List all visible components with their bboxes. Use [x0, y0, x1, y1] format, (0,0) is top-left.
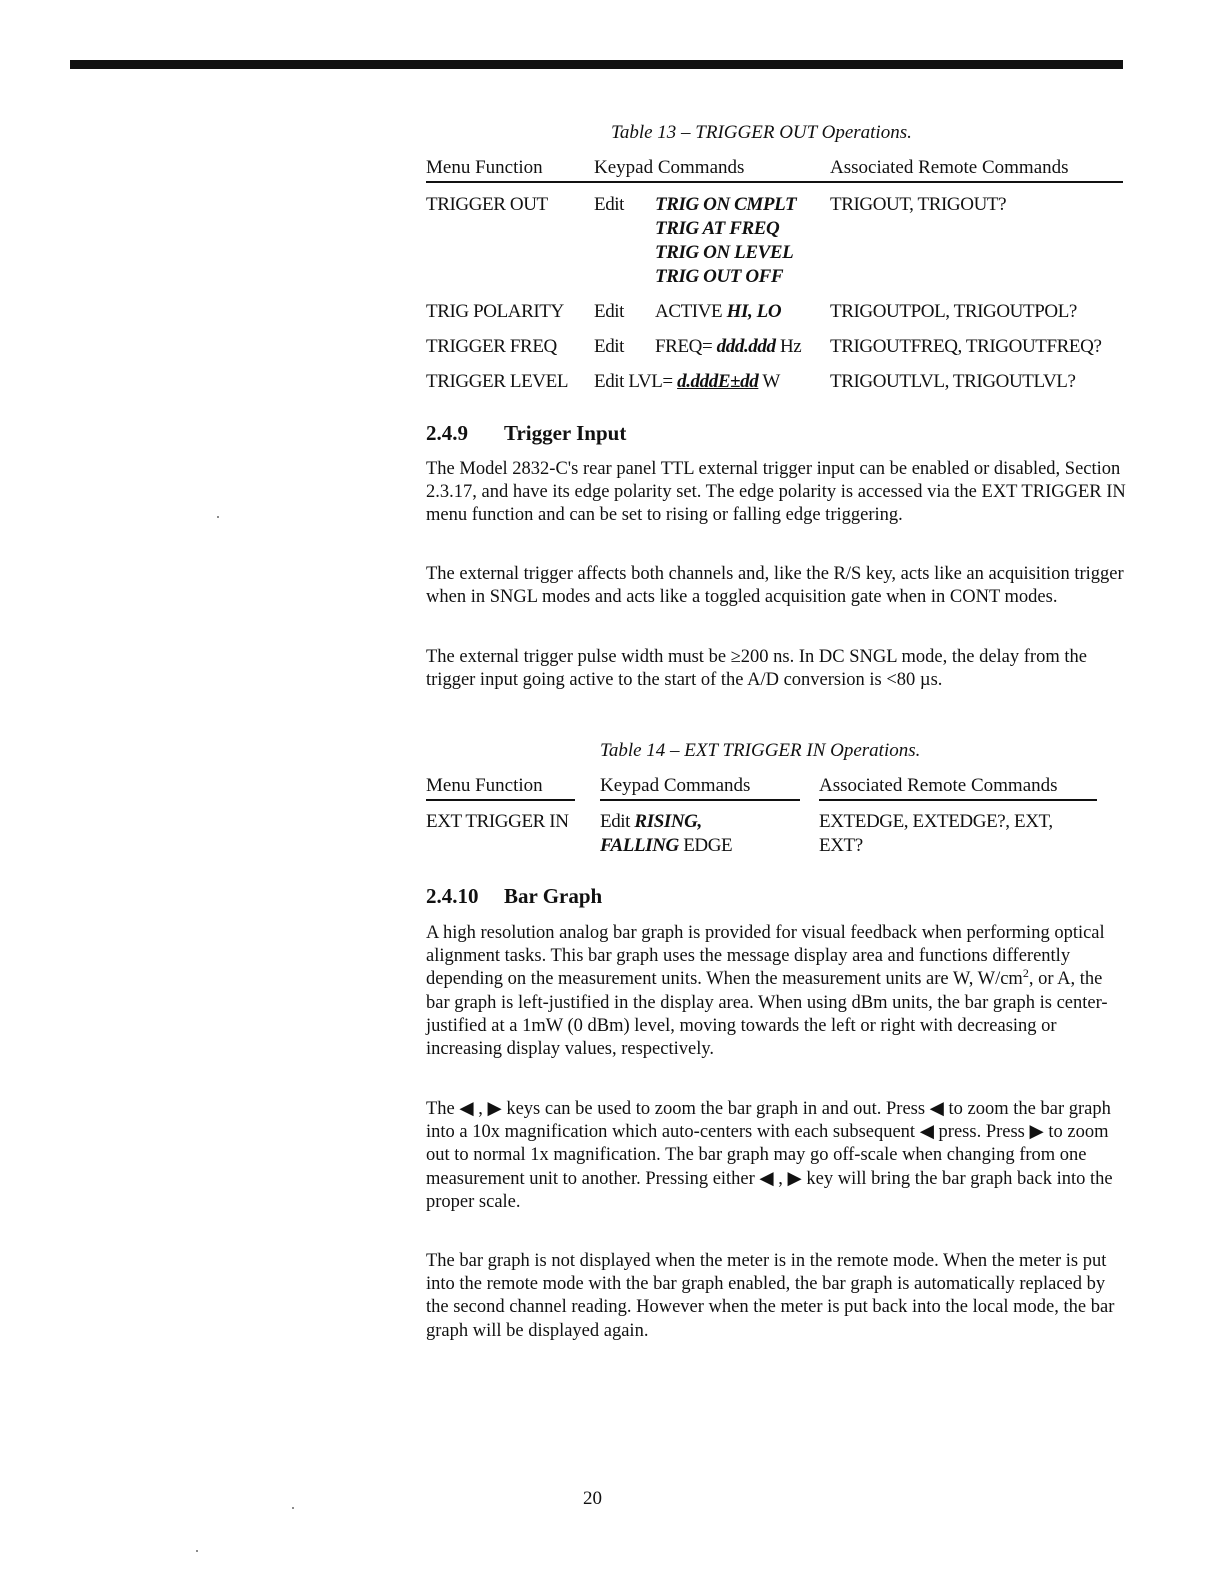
table-13-row2-menu: TRIG POLARITY	[426, 301, 564, 322]
table-13-row1-option: TRIG OUT OFF	[655, 266, 784, 287]
table-14-header-remote: Associated Remote Commands	[819, 775, 1058, 796]
scan-speck	[196, 1550, 198, 1552]
table-14-header-rule	[600, 799, 800, 801]
table-13-row1-option: TRIG ON CMPLT	[655, 194, 797, 215]
table-14-header-rule	[819, 799, 1097, 801]
paragraph: The bar graph is not displayed when the meter is in the remote mode. When the meter is put into the remote mode with the bar graph enabled, the bar graph is automatically replaced by the second channel reading. However when the meter is put back into the local mode, the bar graph will be displayed again.	[426, 1251, 1115, 1341]
table-13-row1-edit: Edit	[594, 194, 625, 215]
paragraph: The Model 2832-C's rear panel TTL external trigger input can be enabled or disabled, Section 2.3.17, and have its edge polarity set. The edge polarity is accessed via the EXT TRIGGER IN menu function and can be set to rising or falling edge triggering.	[426, 459, 1126, 526]
table-13-caption: Table 13 – TRIGGER OUT Operations.	[611, 122, 912, 143]
page-number: 20	[583, 1488, 602, 1509]
table-13-row1-option: TRIG AT FREQ	[655, 218, 780, 239]
table-13-row2-remote: TRIGOUTPOL, TRIGOUTPOL?	[830, 301, 1077, 322]
table-13-row1-remote: TRIGOUT, TRIGOUT?	[830, 194, 1007, 215]
paragraph: A high resolution analog bar graph is provided for visual feedback when performing optical alignment tasks. This bar graph uses the message display area and functions differently depending on the measurement units. When the measurement units are W, $W/cm^2$, or A, the bar graph is left-justified in the display area. When using dBm units, the bar graph is center-justified at a 1mW (0 dBm) level, moving towards the left or right with decreasing or increasing display values, respectively.	[426, 923, 1108, 1060]
table-14-header-keypad: Keypad Commands	[600, 775, 751, 796]
table-13-header-menu: Menu Function	[426, 157, 543, 178]
table-14-row1-remote-cont: EXT?	[819, 835, 863, 856]
table-13-row4-keypad: Edit LVL= d.dddE±dd W	[594, 371, 780, 392]
section-heading-trigger-input: 2.4.9 Trigger Input	[426, 421, 627, 445]
table-14-header-menu: Menu Function	[426, 775, 543, 796]
table-13-row4-menu: TRIGGER LEVEL	[426, 371, 569, 392]
page-top-rule	[70, 60, 1123, 69]
table-14-row1-remote: EXTEDGE, EXTEDGE?, EXT,	[819, 811, 1053, 832]
paragraph: The ◀ , ▶ keys can be used to zoom the bar graph in and out. Press ◀ to zoom the bar graph into a 10x magnification which auto-centers with each subsequent ◀ press. Press ▶ to zoom out to normal 1x magnification. The bar graph may go off-scale when changing from one measurement unit to another. Pressing either ◀ , ▶ key will bring the bar graph back into the proper scale.	[426, 1099, 1113, 1212]
table-13-row2-edit: Edit	[594, 301, 625, 322]
table-13-row2-keypad: ACTIVE HI, LO	[655, 301, 782, 322]
table-13-row3-menu: TRIGGER FREQ	[426, 336, 557, 357]
table-13-row3-edit: Edit	[594, 336, 625, 357]
table-14-caption: Table 14 – EXT TRIGGER IN Operations.	[600, 740, 921, 761]
table-13-row4-remote: TRIGOUTLVL, TRIGOUTLVL?	[830, 371, 1076, 392]
paragraph: The external trigger pulse width must be ≥200 ns. In DC SNGL mode, the delay from the trigger input going active to the start of the A/D conversion is <80 µs.	[426, 647, 1087, 691]
scan-speck	[217, 516, 219, 518]
table-13-row1-menu: TRIGGER OUT	[426, 194, 548, 215]
table-14-row1-menu: EXT TRIGGER IN	[426, 811, 569, 832]
table-14-header-rule	[426, 799, 575, 801]
table-13-row1-option: TRIG ON LEVEL	[655, 242, 794, 263]
table-13-row3-keypad: FREQ= ddd.ddd Hz	[655, 336, 802, 357]
table-13-header-keypad: Keypad Commands	[594, 157, 745, 178]
section-heading-bar-graph: 2.4.10 Bar Graph	[426, 884, 603, 908]
table-13-row3-remote: TRIGOUTFREQ, TRIGOUTFREQ?	[830, 336, 1102, 357]
scan-speck	[292, 1507, 294, 1509]
table-13-header-rule	[426, 181, 1123, 183]
table-14-row1-keypad: Edit RISING,	[600, 811, 702, 832]
paragraph: The external trigger affects both channels and, like the R/S key, acts like an acquisition trigger when in SNGL modes and acts like a toggled acquisition gate when in CONT modes.	[426, 564, 1124, 608]
table-14-row1-keypad-cont: FALLING EDGE	[600, 835, 733, 856]
table-13-header-remote: Associated Remote Commands	[830, 157, 1069, 178]
